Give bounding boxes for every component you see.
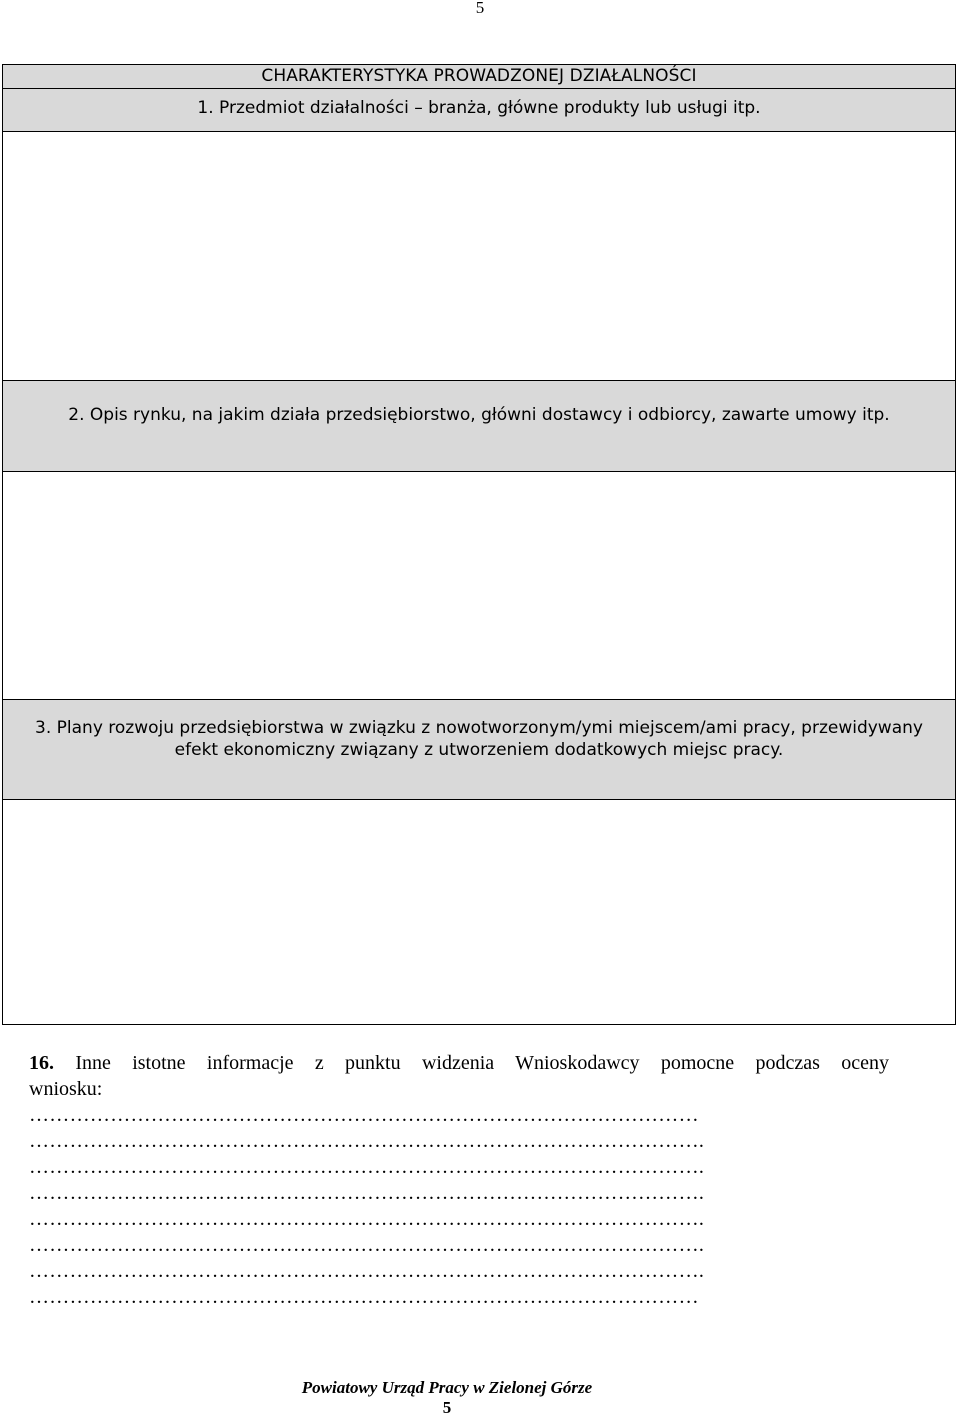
section-16 — [29, 1050, 889, 1310]
section-16-question-line-1 — [29, 1050, 889, 1076]
section-2-answer-field[interactable] — [3, 472, 955, 700]
answer-dot-line[interactable]: ………………………………………………………………………………………. — [29, 1182, 705, 1204]
answer-dot-line[interactable]: ……………………………………………………………………………………… — [29, 1286, 699, 1308]
section-1-answer-field[interactable] — [3, 132, 955, 381]
section-2-heading: 2. Opis rynku, na jakim działa przedsiębiorstwo, główni dostawcy i odbiorcy, zawarte umowy itp. — [3, 381, 955, 472]
answer-dot-line[interactable]: ……………………………………………………………………………………… — [29, 1104, 699, 1126]
answer-dot-line[interactable]: ………………………………………………………………………………………. — [29, 1130, 705, 1152]
table-title: CHARAKTERYSTYKA PROWADZONEJ DZIAŁALNOŚCI — [3, 65, 955, 89]
answer-dot-line[interactable]: ………………………………………………………………………………………. — [29, 1156, 705, 1178]
footer-page-number: 5 — [442, 1398, 452, 1417]
answer-dot-line[interactable]: ………………………………………………………………………………………. — [29, 1234, 705, 1256]
answer-dot-line[interactable]: ………………………………………………………………………………………. — [29, 1260, 705, 1282]
section-3-answer-field[interactable] — [3, 800, 955, 1024]
business-characteristics-table — [2, 64, 956, 1025]
footer-office-name: Powiatowy Urząd Pracy w Zielonej Górze — [301, 1378, 593, 1397]
section-16-question-line-2: wniosku: — [29, 1078, 103, 1100]
answer-dot-line[interactable]: ………………………………………………………………………………………. — [29, 1208, 705, 1230]
section-16-number: 16. — [29, 1052, 54, 1074]
section-1-heading: 1. Przedmiot działalności – branża, główne produkty lub usługi itp. — [3, 89, 955, 132]
section-3-heading: 3. Plany rozwoju przedsiębiorstwa w związku z nowotworzonym/ymi miejscem/ami pracy, przewidywany efekt ekonomiczny związany z utworzeniem dodatkowych miejsc pracy. — [3, 700, 955, 800]
section-16-question-text: Inne istotne informacje z punktu widzenia Wnioskodawcy pomocne podczas oceny — [75, 1052, 890, 1074]
page-number-top: 5 — [475, 0, 485, 17]
